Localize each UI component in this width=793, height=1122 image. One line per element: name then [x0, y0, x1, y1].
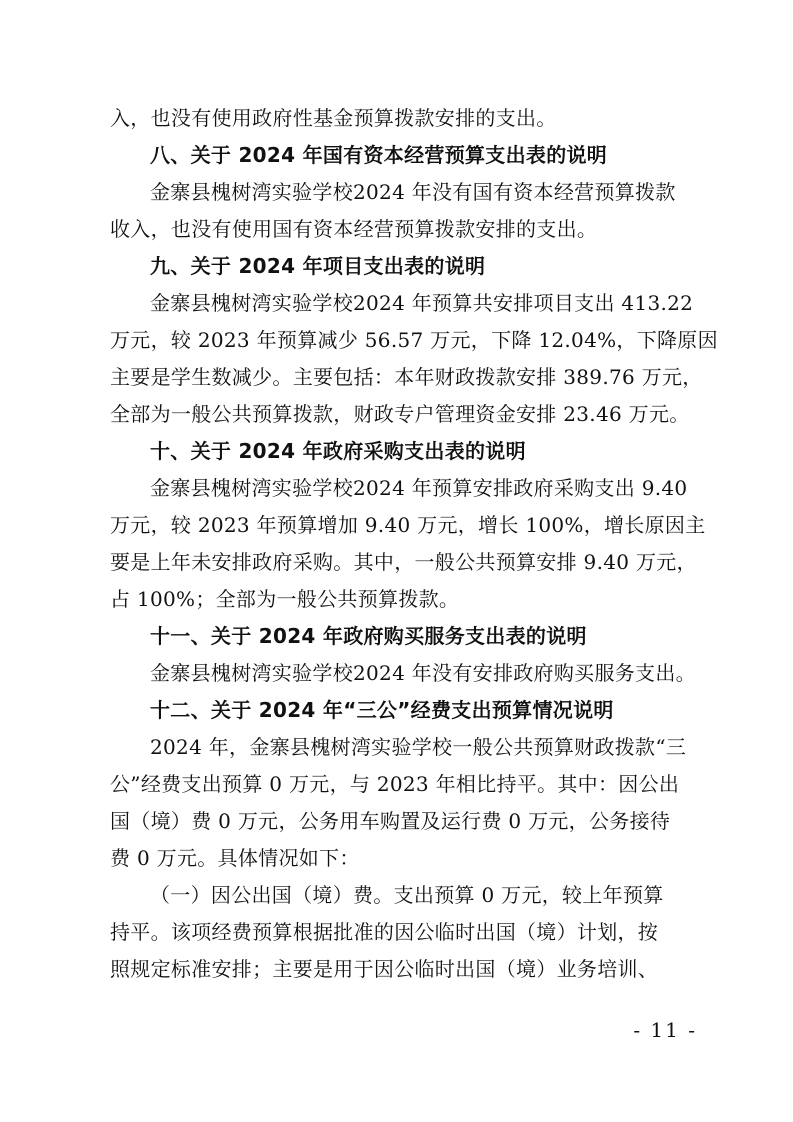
body-line: 金寨县槐树湾实验学校2024 年没有国有资本经营预算拨款	[150, 180, 676, 204]
body-line: 要是上年未安排政府采购。其中，一般公共预算安排 9.40 万元，	[110, 550, 697, 574]
section-heading-8: 八、关于 2024 年国有资本经营预算支出表的说明	[150, 143, 608, 167]
body-line: 主要是学生数减少。主要包括：本年财政拨款安排 389.76 万元，	[110, 365, 703, 389]
body-line: 收入，也没有使用国有资本经营预算拨款安排的支出。	[110, 217, 598, 241]
body-line: 金寨县槐树湾实验学校2024 年没有安排政府购买服务支出。	[150, 661, 696, 685]
body-line: 金寨县槐树湾实验学校2024 年预算共安排项目支出 413.22	[150, 291, 694, 315]
body-line: 国（境）费 0 万元，公务用车购置及运行费 0 万元，公务接待	[110, 809, 671, 833]
document-body	[110, 100, 718, 988]
section-heading-9: 九、关于 2024 年项目支出表的说明	[150, 254, 486, 278]
body-line: 万元，较 2023 年预算减少 56.57 万元，下降 12.04%，下降原因	[110, 328, 718, 352]
body-line: 万元，较 2023 年预算增加 9.40 万元，增长 100%，增长原因主	[110, 513, 706, 537]
body-line: 全部为一般公共预算拨款，财政专户管理资金安排 23.46 万元。	[110, 402, 690, 426]
section-heading-11: 十一、关于 2024 年政府购买服务支出表的说明	[150, 624, 587, 648]
body-line: 占 100%；全部为一般公共预算拨款。	[110, 587, 460, 611]
body-line: 持平。该项经费预算根据批准的因公临时出国（境）计划，按	[110, 920, 659, 944]
body-line: （一）因公出国（境）费。支出预算 0 万元，较上年预算	[150, 883, 664, 907]
body-line: 公”经费支出预算 0 万元，与 2023 年相比持平。其中：因公出	[110, 772, 680, 796]
body-line: 2024 年，金寨县槐树湾实验学校一般公共预算财政拨款“三	[150, 735, 687, 759]
body-line: 入，也没有使用政府性基金预算拨款安排的支出。	[110, 106, 557, 130]
section-heading-12: 十二、关于 2024 年“三公”经费支出预算情况说明	[150, 698, 614, 722]
page-number: - 11 -	[633, 1018, 697, 1042]
body-line: 费 0 万元。具体情况如下：	[110, 846, 360, 870]
section-heading-10: 十、关于 2024 年政府采购支出表的说明	[150, 439, 526, 463]
body-line: 照规定标准安排；主要是用于因公临时出国（境）业务培训、	[110, 957, 659, 981]
body-line: 金寨县槐树湾实验学校2024 年预算安排政府采购支出 9.40	[150, 476, 688, 500]
